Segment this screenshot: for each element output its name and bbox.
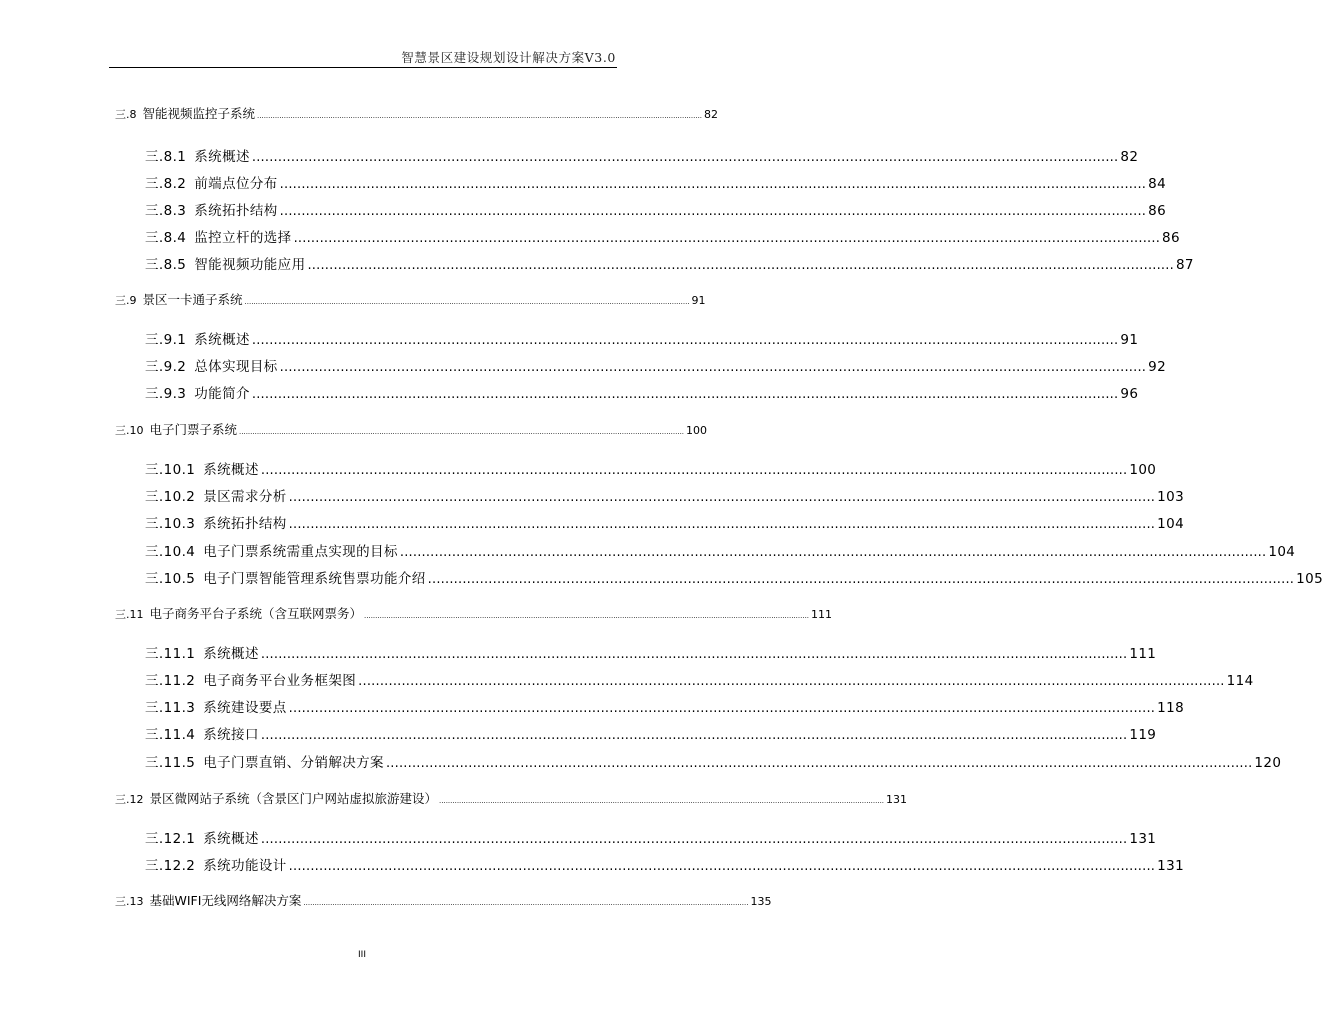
toc-entry-number: 三.10.4	[145, 544, 196, 560]
toc-entry-title: 系统概述	[194, 332, 250, 348]
toc-subsection-entry[interactable]	[145, 854, 1185, 874]
toc-entry-page: 114	[1226, 673, 1254, 689]
toc-dot-leader: ........................................................................................................................................................................................................	[260, 463, 1128, 478]
toc-entry-number: 三.11.4	[145, 727, 196, 743]
toc-dot-leader: ........................................................................................................................................................................................................	[385, 756, 1253, 771]
toc-entry-title: 系统概述	[194, 149, 250, 165]
toc-dot-leader: ........................................................................................................................................................................................................	[288, 859, 1156, 874]
toc-entry-number: 三.11.5	[145, 755, 196, 771]
toc-entry-number: 三.11	[115, 608, 144, 621]
toc-entry-page: 131	[1129, 831, 1157, 847]
toc-section-entry[interactable]	[115, 104, 719, 122]
toc-entry-page: 104	[1157, 516, 1185, 532]
toc-dot-leader: ........................................................................................................................................................................................................	[260, 647, 1128, 662]
toc-entry-page: 87	[1175, 257, 1194, 273]
toc-entry-title: 系统建设要点	[203, 700, 287, 716]
toc-entry-title: 系统概述	[203, 831, 259, 847]
toc-entry-title: 电子商务平台子系统（含互联网票务）	[149, 606, 363, 621]
toc-entry-title: 总体实现目标	[194, 359, 278, 375]
toc-dot-leader: ........................................................................................................................................................................................................	[251, 387, 1119, 402]
toc-entry-page: 92	[1148, 359, 1167, 375]
toc-dot-leader: ........................................................................................................................................................................................................	[279, 360, 1147, 375]
toc-entry-number: 三.8.4	[145, 230, 187, 246]
toc-dot-leader: ........................................................................................................................................................................................................	[279, 204, 1147, 219]
toc-entry-number: 三.9.2	[145, 359, 187, 375]
toc-entry-number: 三.12	[115, 793, 144, 806]
toc-entry-number: 三.11.2	[145, 673, 196, 689]
header-divider	[109, 67, 617, 68]
toc-subsection-entry[interactable]	[145, 328, 1139, 348]
toc-entry-title: 前端点位分布	[194, 176, 278, 192]
toc-entry-page: 118	[1157, 700, 1185, 716]
toc-subsection-entry[interactable]	[145, 723, 1157, 743]
toc-subsection-entry[interactable]	[145, 199, 1167, 219]
toc-entry-page: 86	[1162, 230, 1181, 246]
toc-entry-page: 111	[811, 608, 833, 621]
toc-entry-number: 三.9.3	[145, 386, 187, 402]
toc-entry-title: 智能视频监控子系统	[142, 106, 256, 121]
toc-entry-number: 三.8.5	[145, 257, 187, 273]
toc-entry-page: 111	[1129, 646, 1157, 662]
toc-entry-page: 100	[686, 424, 708, 437]
toc-subsection-entry[interactable]	[145, 512, 1185, 532]
toc-entry-number: 三.13	[115, 895, 144, 908]
toc-entry-page: 86	[1148, 203, 1167, 219]
toc-dot-leader: ........................................................................................................................................................................................................	[364, 612, 810, 620]
toc-dot-leader: ........................................................................................................................................................................................................	[251, 150, 1119, 165]
toc-entry-title: 智能视频功能应用	[194, 257, 306, 273]
toc-subsection-entry[interactable]	[145, 355, 1167, 375]
toc-entry-title: 景区需求分析	[203, 489, 287, 505]
toc-entry-page: 96	[1120, 386, 1139, 402]
toc-dot-leader: ........................................................................................................................................................................................................	[427, 572, 1295, 587]
toc-entry-number: 三.10.2	[145, 489, 196, 505]
toc-subsection-entry[interactable]	[145, 382, 1139, 402]
toc-entry-page: 105	[1296, 571, 1323, 587]
toc-entry-number: 三.8.3	[145, 203, 187, 219]
toc-entry-page: 82	[704, 108, 719, 121]
toc-dot-leader: ........................................................................................................................................................................................................	[288, 517, 1156, 532]
toc-dot-leader: ........................................................................................................................................................................................................	[244, 298, 690, 306]
toc-subsection-entry[interactable]	[145, 567, 1323, 587]
toc-dot-leader: ........................................................................................................................................................................................................	[260, 832, 1128, 847]
page-number: III	[358, 950, 366, 960]
toc-subsection-entry[interactable]	[145, 669, 1254, 689]
toc-entry-page: 119	[1129, 727, 1157, 743]
toc-dot-leader: ........................................................................................................................................................................................................	[358, 674, 1225, 689]
toc-dot-leader: ........................................................................................................................................................................................................	[293, 231, 1161, 246]
toc-entry-page: 91	[691, 294, 706, 307]
toc-entry-title: 系统接口	[203, 727, 259, 743]
toc-dot-leader: ........................................................................................................................................................................................................	[288, 701, 1156, 716]
toc-entry-number: 三.10.5	[145, 571, 196, 587]
toc-entry-page: 100	[1129, 462, 1157, 478]
toc-section-entry[interactable]	[115, 604, 833, 622]
toc-entry-number: 三.8.1	[145, 149, 187, 165]
toc-subsection-entry[interactable]	[145, 642, 1157, 662]
toc-entry-title: 系统概述	[203, 462, 259, 478]
toc-entry-title: 系统功能设计	[203, 858, 287, 874]
toc-section-entry[interactable]	[115, 891, 772, 909]
toc-entry-page: 103	[1157, 489, 1185, 505]
toc-entry-number: 三.11.1	[145, 646, 196, 662]
toc-entry-title: 功能简介	[194, 386, 250, 402]
toc-dot-leader: ........................................................................................................................................................................................................	[303, 899, 749, 907]
toc-entry-title: 电子门票系统需重点实现的目标	[203, 544, 398, 560]
toc-dot-leader: ........................................................................................................................................................................................................	[260, 728, 1128, 743]
toc-entry-title: 系统拓扑结构	[194, 203, 278, 219]
toc-section-entry[interactable]	[115, 789, 908, 807]
toc-entry-number: 三.9	[115, 294, 137, 307]
toc-entry-number: 三.10.3	[145, 516, 196, 532]
toc-subsection-entry[interactable]	[145, 827, 1157, 847]
toc-entry-number: 三.11.3	[145, 700, 196, 716]
toc-entry-page: 131	[1157, 858, 1185, 874]
toc-entry-title: 电子门票智能管理系统售票功能介绍	[203, 571, 426, 587]
toc-entry-number: 三.12.1	[145, 831, 196, 847]
toc-entry-number: 三.9.1	[145, 332, 187, 348]
toc-entry-number: 三.8	[115, 108, 137, 121]
toc-entry-title: 电子门票子系统	[149, 422, 238, 437]
toc-entry-title: 电子门票直销、分销解决方案	[203, 755, 384, 771]
toc-dot-leader: ........................................................................................................................................................................................................	[399, 545, 1267, 560]
running-header-title: 智慧景区建设规划设计解决方案V3.0	[401, 50, 616, 65]
toc-entry-title: 监控立杆的选择	[194, 230, 292, 246]
toc-section-entry[interactable]	[115, 420, 708, 438]
toc-entry-page: 91	[1120, 332, 1139, 348]
toc-subsection-entry[interactable]	[145, 485, 1185, 505]
toc-dot-leader: ........................................................................................................................................................................................................	[239, 428, 685, 436]
toc-entry-title: 景区微网站子系统（含景区门户网站虚拟旅游建设）	[149, 791, 438, 806]
toc-entry-title: 基础WIFI无线网络解决方案	[149, 893, 302, 908]
toc-dot-leader: ........................................................................................................................................................................................................	[251, 333, 1119, 348]
toc-entry-page: 135	[750, 895, 772, 908]
toc-entry-number: 三.10.1	[145, 462, 196, 478]
toc-entry-title: 电子商务平台业务框架图	[203, 673, 357, 689]
toc-entry-page: 82	[1120, 149, 1139, 165]
toc-subsection-entry[interactable]	[145, 145, 1139, 165]
toc-subsection-entry[interactable]	[145, 458, 1157, 478]
toc-dot-leader: ........................................................................................................................................................................................................	[288, 490, 1156, 505]
toc-entry-number: 三.8.2	[145, 176, 187, 192]
toc-entry-title: 系统拓扑结构	[203, 516, 287, 532]
toc-entry-page: 104	[1268, 544, 1296, 560]
toc-subsection-entry[interactable]	[145, 253, 1194, 273]
toc-dot-leader: ........................................................................................................................................................................................................	[439, 797, 885, 805]
toc-dot-leader: ........................................................................................................................................................................................................	[279, 177, 1147, 192]
toc-entry-title: 景区一卡通子系统	[142, 292, 243, 307]
toc-section-entry[interactable]	[115, 290, 706, 308]
toc-subsection-entry[interactable]	[145, 751, 1282, 771]
toc-dot-leader: ........................................................................................................................................................................................................	[257, 112, 703, 120]
toc-entry-title: 系统概述	[203, 646, 259, 662]
toc-dot-leader: ........................................................................................................................................................................................................	[307, 258, 1174, 273]
toc-subsection-entry[interactable]	[145, 226, 1181, 246]
toc-subsection-entry[interactable]	[145, 540, 1296, 560]
toc-subsection-entry[interactable]	[145, 696, 1185, 716]
toc-entry-page: 84	[1148, 176, 1167, 192]
toc-entry-page: 120	[1254, 755, 1282, 771]
toc-entry-number: 三.10	[115, 424, 144, 437]
toc-entry-page: 131	[886, 793, 908, 806]
toc-subsection-entry[interactable]	[145, 172, 1167, 192]
toc-entry-number: 三.12.2	[145, 858, 196, 874]
